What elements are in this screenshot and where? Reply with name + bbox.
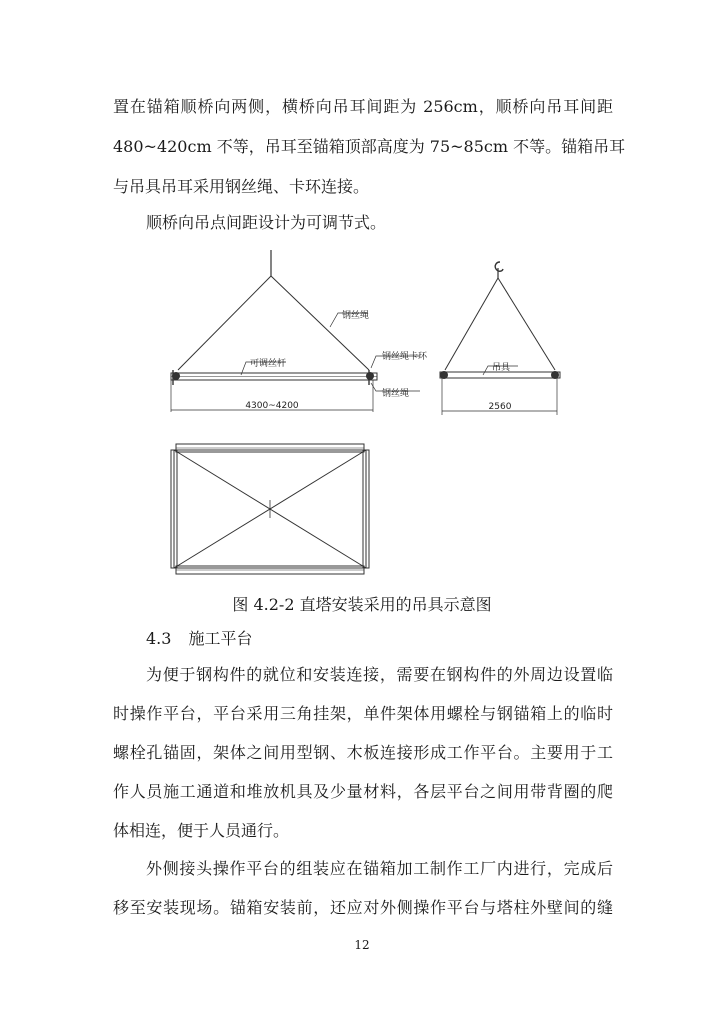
paragraph-4-line-1: 外侧接头操作平台的组装应在锚箱加工制作工厂内进行，完成后	[146, 859, 613, 878]
label-adjustable-rod: 可调丝杆	[250, 359, 287, 369]
dim-side-span: 4300~4200	[245, 401, 299, 411]
paragraph-2-line-1: 顺桥向吊点间距设计为可调节式。	[146, 213, 387, 232]
paragraph-1-line-1: 置在锚箱顺桥向两侧，横桥向吊耳间距为 256cm，顺桥向吊耳间距	[113, 97, 613, 116]
paragraph-3-line-2: 时操作平台，平台采用三角挂架，单件架体用螺栓与钢锚箱上的临时	[113, 704, 613, 723]
side-wire-rope-left	[178, 276, 271, 370]
paragraph-3-line-1: 为便于钢构件的就位和安装连接，需要在钢构件的外周边设置临	[146, 665, 613, 684]
page-number: 12	[354, 938, 370, 952]
section-number: 4.3	[146, 629, 172, 648]
label-wire-rope-side: 钢丝绳	[382, 389, 410, 399]
label-spreader: 吊具	[492, 363, 511, 373]
paragraph-3-line-4: 作人员施工通道和堆放机具及少量材料，各层平台之间用带背圈的爬	[113, 782, 613, 801]
dim-front-span: 2560	[488, 402, 512, 412]
section-heading	[146, 626, 265, 649]
section-title: 施工平台	[188, 629, 253, 648]
front-wire-rope-left	[445, 278, 498, 370]
side-wire-rope-right	[271, 276, 369, 370]
label-wire-rope-top: 钢丝绳	[342, 311, 370, 321]
figure-caption: 图 4.2-2 直塔安装采用的吊具示意图	[232, 595, 492, 614]
paragraph-3-line-3: 螺栓孔锚固，架体之间用型钢、木板连接形成工作平台。主要用于工	[113, 743, 613, 762]
front-hook-icon	[495, 262, 503, 271]
paragraph-1-line-3: 与吊具吊耳采用钢丝绳、卡环连接。	[113, 177, 370, 196]
label-wire-rope-shackle: 钢丝绳卡环	[382, 352, 428, 362]
paragraph-1-line-2: 480~420cm 不等，吊耳至锚箱顶部高度为 75~85cm 不等。锚箱吊耳	[113, 137, 626, 156]
paragraph-4-line-2: 移至安装现场。锚箱安装前，还应对外侧操作平台与塔柱外壁间的缝	[113, 898, 613, 917]
paragraph-3-line-5: 体相连，便于人员通行。	[113, 821, 290, 840]
front-wire-rope-right	[498, 278, 555, 370]
